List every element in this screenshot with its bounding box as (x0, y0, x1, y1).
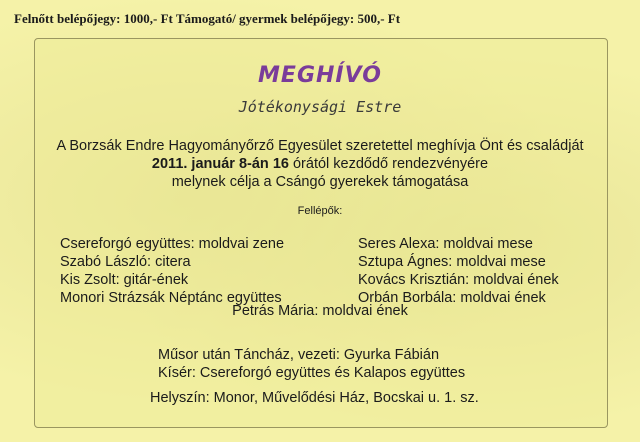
performers-left-list (60, 235, 284, 307)
list-item: Seres Alexa: moldvai mese (358, 236, 533, 252)
intro-line-2 (0, 155, 640, 173)
list-item: Kovács Krisztián: moldvai ének (358, 272, 559, 288)
intro-line-2-rest: órától kezdődő rendezvényére (288, 156, 489, 172)
invitation-intro (0, 137, 640, 191)
list-item: Szabó László: citera (60, 254, 191, 270)
event-date: 2011. január 8-án 16 (151, 156, 289, 172)
list-item: Orbán Borbála: moldvai ének (358, 290, 546, 306)
after-program (158, 346, 465, 382)
invitation-subtitle: Jótékonysági Estre (238, 98, 402, 116)
invitation-title: MEGHÍVÓ (258, 63, 382, 88)
performer-center: Petrás Mária: moldvai ének (232, 303, 408, 319)
venue-line: Helyszín: Monor, Művelődési Ház, Bocskai u. 1. sz. (150, 390, 479, 406)
after-program-line-2: Kísér: Csereforgó együttes és Kalapos együttes (158, 365, 466, 381)
after-program-line-1: Műsor után Táncház, vezeti: Gyurka Fábián (158, 347, 440, 363)
ticket-prices: Felnőtt belépőjegy: 1000,- Ft Támogató/ gyermek belépőjegy: 500,- Ft (14, 11, 401, 26)
list-item: Kis Zsolt: gitár-ének (60, 272, 189, 288)
intro-line-3: melynek célja a Csángó gyerekek támogatása (171, 174, 469, 190)
performers-right-list (358, 235, 559, 307)
performers-label: Fellépők: (297, 205, 343, 217)
intro-line-1: A Borzsák Endre Hagyományőrző Egyesület szeretettel meghívja Önt és családját (56, 138, 584, 154)
list-item: Sztupa Ágnes: moldvai mese (358, 254, 546, 270)
list-item: Csereforgó együttes: moldvai zene (60, 236, 285, 252)
list-item: Monori Strázsák Néptánc együttes (60, 290, 282, 306)
